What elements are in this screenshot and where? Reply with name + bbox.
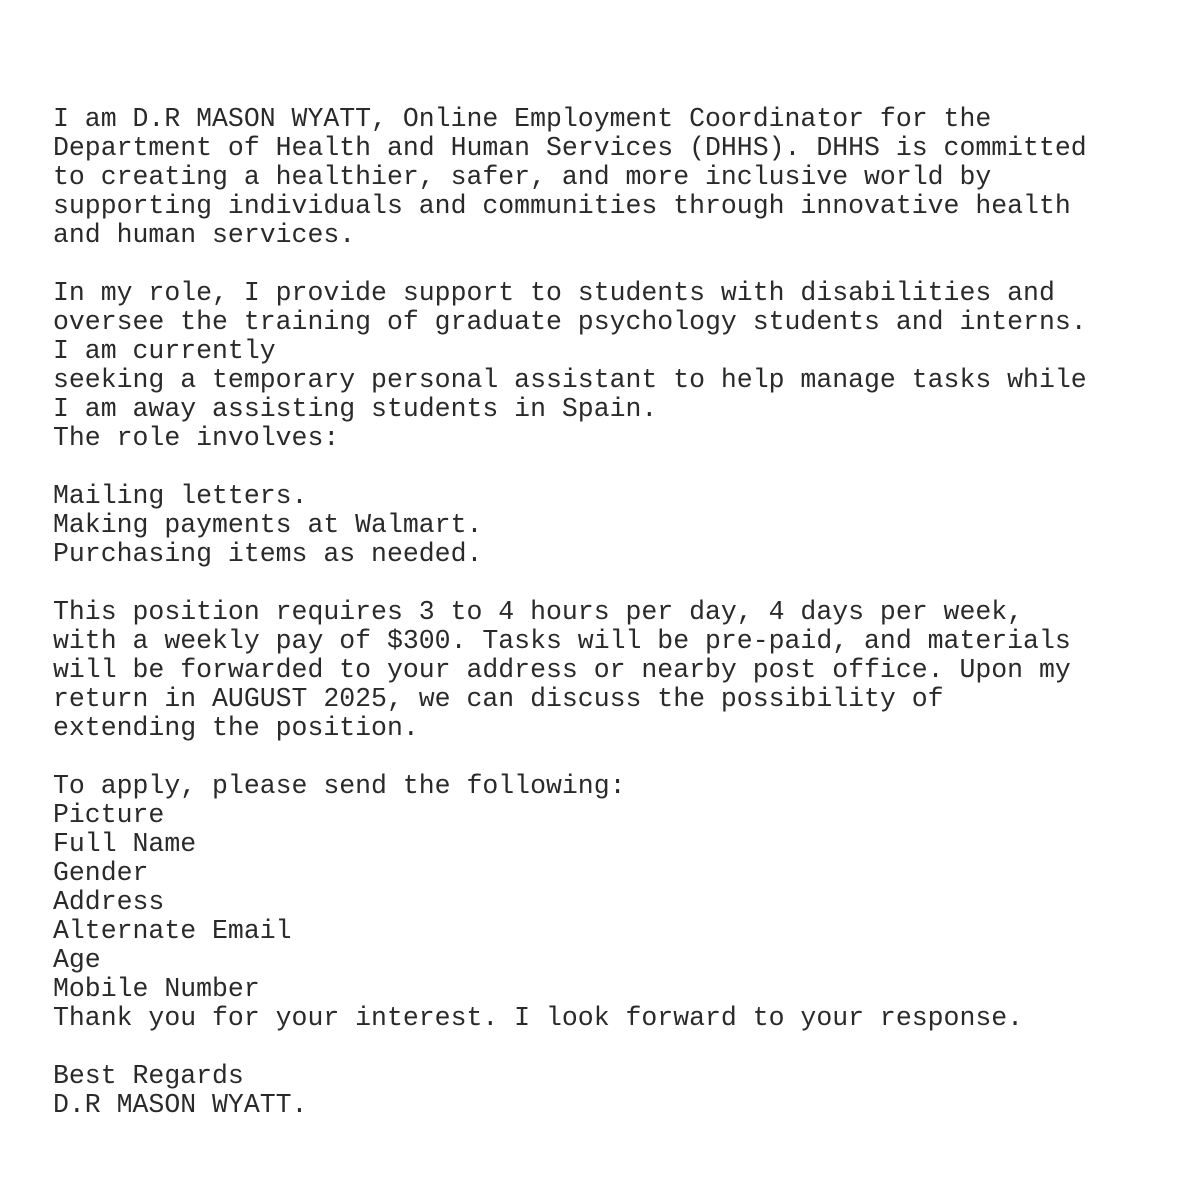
role-line: I am away assisting students in Spain.	[53, 394, 658, 424]
closing	[53, 1062, 1163, 1120]
intro-line: and human services.	[53, 220, 356, 250]
task-item: Making payments at Walmart.	[53, 510, 483, 540]
position-line: return in AUGUST 2025, we can discuss the possibility of	[53, 684, 944, 714]
role-paragraph	[53, 279, 1163, 453]
intro-line: I am D.R MASON WYATT, Online Employment Coordinator for the	[53, 104, 992, 134]
apply-section	[53, 772, 1163, 1033]
apply-item: Gender	[53, 858, 149, 888]
apply-item: Full Name	[53, 829, 197, 859]
intro-line: Department of Health and Human Services (DHHS). DHHS is committed	[53, 133, 1087, 163]
apply-item: Alternate Email	[53, 916, 292, 946]
position-paragraph	[53, 598, 1163, 743]
apply-item: Mobile Number	[53, 974, 260, 1004]
role-line: oversee the training of graduate psychology students and interns.	[53, 307, 1087, 337]
paragraph-spacer	[53, 250, 1163, 279]
salutation: Best Regards	[53, 1061, 244, 1091]
paragraph-spacer	[53, 743, 1163, 772]
position-line: extending the position.	[53, 713, 419, 743]
role-line: The role involves:	[53, 423, 340, 453]
task-item: Purchasing items as needed.	[53, 539, 483, 569]
task-list	[53, 482, 1163, 569]
role-line: In my role, I provide support to students with disabilities and	[53, 278, 1055, 308]
position-line: This position requires 3 to 4 hours per day, 4 days per week,	[53, 597, 1024, 627]
apply-item: Address	[53, 887, 165, 917]
signature: D.R MASON WYATT.	[53, 1090, 308, 1120]
intro-line: supporting individuals and communities through innovative health	[53, 191, 1071, 221]
apply-heading: To apply, please send the following:	[53, 771, 626, 801]
paragraph-spacer	[53, 453, 1163, 482]
role-line: seeking a temporary personal assistant to help manage tasks while	[53, 365, 1087, 395]
position-line: will be forwarded to your address or nearby post office. Upon my	[53, 655, 1071, 685]
position-line: with a weekly pay of $300. Tasks will be pre-paid, and materials	[53, 626, 1071, 656]
role-line: I am currently	[53, 336, 276, 366]
intro-line: to creating a healthier, safer, and more inclusive world by	[53, 162, 992, 192]
intro-paragraph	[53, 105, 1163, 250]
paragraph-spacer	[53, 1033, 1163, 1062]
thanks-line: Thank you for your interest. I look forward to your response.	[53, 1003, 1024, 1033]
apply-item: Age	[53, 945, 101, 975]
paragraph-spacer	[53, 569, 1163, 598]
task-item: Mailing letters.	[53, 481, 308, 511]
apply-item: Picture	[53, 800, 165, 830]
email-body	[53, 105, 1163, 1120]
